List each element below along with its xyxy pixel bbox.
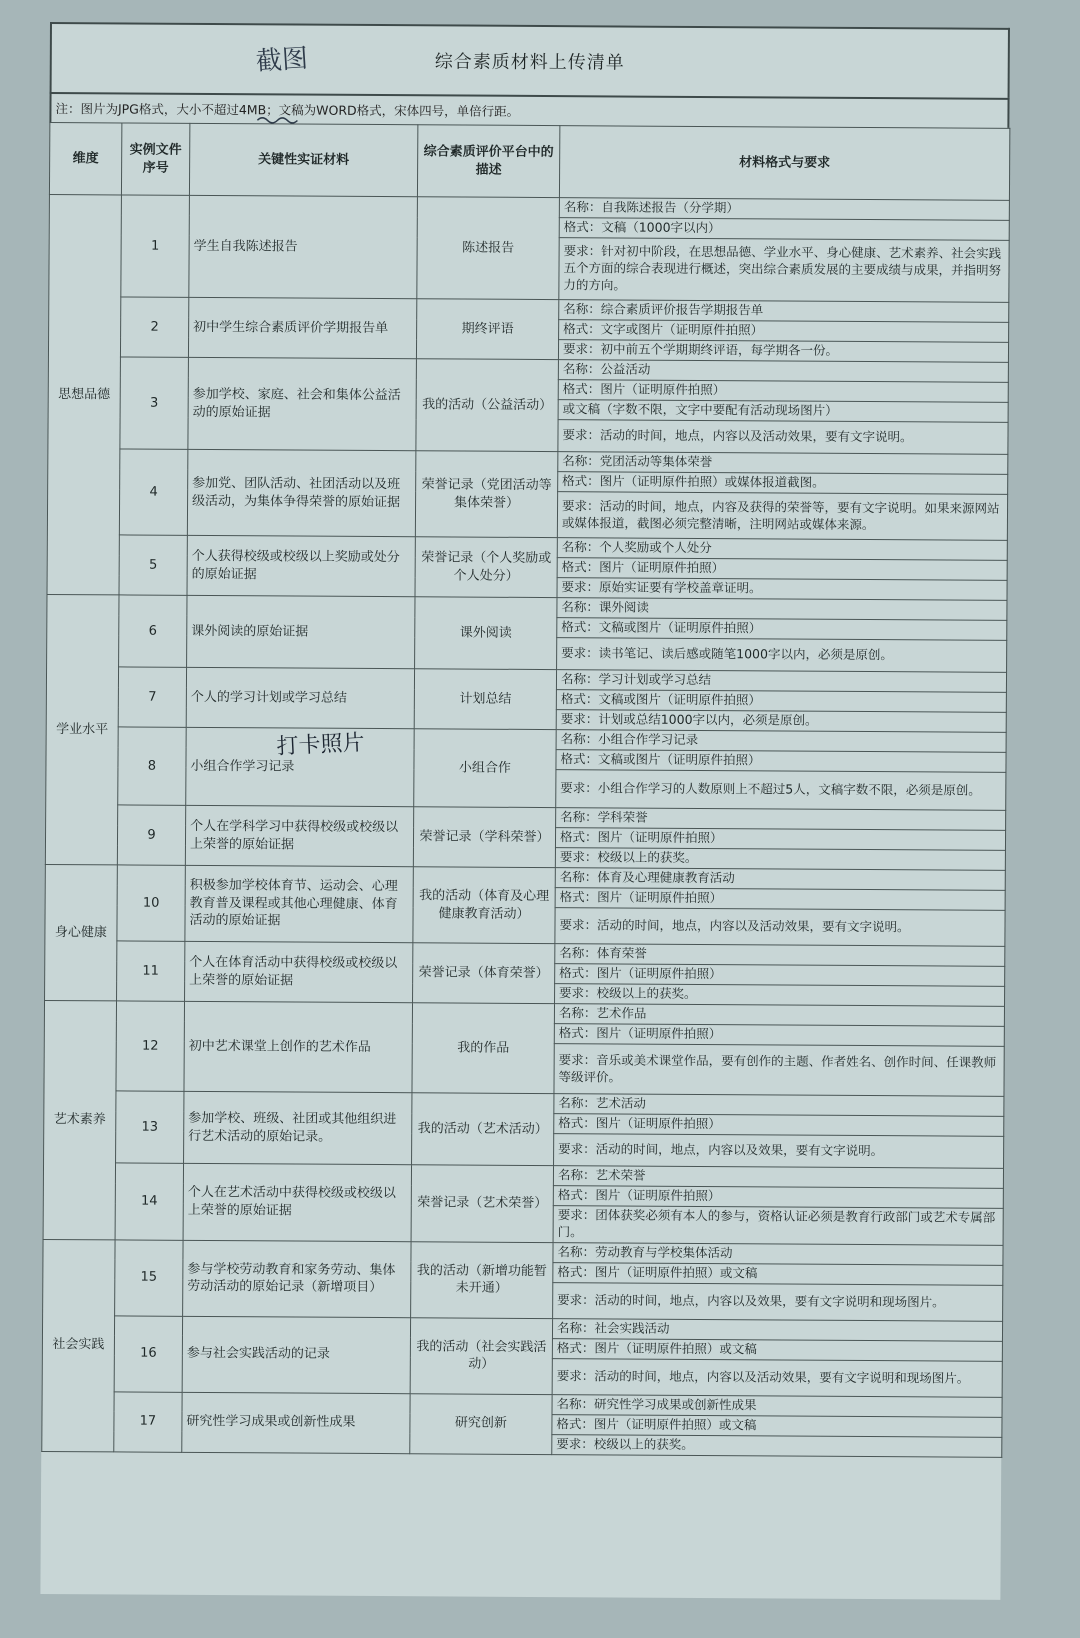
dimension-cell: 身心健康 bbox=[45, 864, 118, 1000]
requirement-cell: 名称：公益活动 bbox=[558, 360, 1008, 383]
requirement-cell: 格式：图片（证明原件拍照） bbox=[555, 828, 1005, 851]
key-evidence-cell bbox=[186, 727, 414, 806]
requirement-cell: 格式：图片（证明原件拍照） bbox=[554, 1024, 1004, 1047]
requirement-cell: 名称：学科荣誉 bbox=[556, 808, 1006, 831]
requirement-cell: 格式：文稿或图片（证明原件拍照） bbox=[557, 618, 1007, 641]
file-seq-cell: 8 bbox=[118, 727, 186, 805]
requirement-cell: 要求：校级以上的获奖。 bbox=[555, 848, 1005, 871]
requirement-cell: 格式：图片（证明原件拍照） bbox=[555, 964, 1005, 987]
file-seq-cell: 5 bbox=[119, 535, 187, 595]
file-seq-cell: 15 bbox=[115, 1240, 183, 1316]
file-seq-cell: 2 bbox=[120, 297, 188, 357]
requirement-cell: 格式：图片（证明原件拍照） bbox=[558, 380, 1008, 403]
column-header: 实例文件序号 bbox=[121, 123, 189, 195]
requirement-cell: 名称：体育荣誉 bbox=[555, 944, 1005, 967]
key-evidence-cell: 研究性学习成果或创新性成果 bbox=[182, 1392, 410, 1453]
requirement-cell: 要求：活动的时间，地点，内容以及效果，要有文字说明和现场图片。 bbox=[553, 1282, 1003, 1321]
platform-desc-cell: 我的活动（新增功能暂未开通） bbox=[411, 1241, 553, 1318]
dimension-cell: 学业水平 bbox=[45, 594, 119, 864]
platform-desc-cell: 荣誉记录（艺术荣誉） bbox=[411, 1165, 553, 1243]
file-seq-cell: 13 bbox=[116, 1091, 184, 1163]
platform-desc-cell: 荣誉记录（体育荣誉） bbox=[413, 943, 555, 1004]
dimension-cell: 思想品德 bbox=[47, 194, 121, 594]
requirement-cell: 名称：学习计划或学习总结 bbox=[556, 670, 1006, 693]
requirement-cell: 格式：图片（证明原件拍照）或文稿 bbox=[552, 1338, 1002, 1361]
key-evidence-cell: 个人在体育活动中获得校级或校级以上荣誉的原始证据 bbox=[185, 941, 413, 1002]
key-evidence-cell: 初中学生综合素质评价学期报告单 bbox=[188, 297, 416, 358]
requirement-cell: 名称：党团活动等集体荣誉 bbox=[558, 452, 1008, 475]
requirement-cell: 格式：文稿或图片（证明原件拍照） bbox=[556, 750, 1006, 773]
requirement-cell: 要求：校级以上的获奖。 bbox=[555, 984, 1005, 1007]
key-evidence-cell: 个人的学习计划或学习总结 bbox=[186, 667, 414, 728]
requirement-cell: 格式：文稿或图片（证明原件拍照） bbox=[556, 690, 1006, 713]
requirement-cell: 名称：课外阅读 bbox=[557, 598, 1007, 621]
materials-table bbox=[41, 122, 1010, 1458]
dimension-cell: 艺术素养 bbox=[43, 1000, 116, 1239]
dimension-cell: 社会实践 bbox=[42, 1239, 115, 1451]
requirement-cell: 格式：文字或图片（证明原件拍照） bbox=[559, 320, 1009, 343]
requirement-cell: 要求：活动的时间，地点，内容以及活动效果，要有文字说明和现场图片。 bbox=[552, 1358, 1002, 1397]
requirement-cell: 要求：音乐或美术课堂作品，要有创作的主题、作者姓名、创作时间、任课教师等级评价。 bbox=[554, 1044, 1004, 1097]
file-seq-cell: 10 bbox=[117, 865, 185, 941]
document-sheet bbox=[40, 22, 1010, 1600]
key-evidence-cell: 课外阅读的原始证据 bbox=[187, 595, 415, 668]
key-evidence-cell: 个人在学科学习中获得校级或校级以上荣誉的原始证据 bbox=[185, 805, 413, 866]
requirement-cell: 要求：活动的时间，地点，内容及获得的荣誉等，要有文字说明。如果来源网站或媒体报道，截图必须完整清晰，注明网站或媒体来源。 bbox=[557, 492, 1007, 541]
requirement-cell: 格式：图片（证明原件拍照）或媒体报道截图。 bbox=[558, 472, 1008, 495]
requirement-cell: 要求：读书笔记、读后感或随笔1000字以内，必须是原创。 bbox=[557, 638, 1007, 673]
handwritten-annotation: 打卡照片 bbox=[276, 730, 366, 760]
file-seq-cell: 16 bbox=[114, 1316, 182, 1392]
handwritten-mark: 截图 bbox=[255, 43, 309, 78]
requirement-cell: 名称：个人奖励或个人处分 bbox=[557, 538, 1007, 561]
platform-desc-cell: 课外阅读 bbox=[415, 597, 557, 670]
file-seq-cell: 17 bbox=[114, 1392, 182, 1452]
requirement-cell: 或文稿（字数不限，文字中要配有活动现场图片） bbox=[558, 400, 1008, 423]
requirement-cell: 名称：研究性学习成果或创新性成果 bbox=[552, 1394, 1002, 1417]
requirement-cell: 名称：艺术作品 bbox=[554, 1004, 1004, 1027]
platform-desc-cell: 我的作品 bbox=[412, 1003, 555, 1094]
file-seq-cell: 6 bbox=[119, 595, 187, 667]
file-seq-cell: 3 bbox=[120, 357, 189, 449]
key-evidence-cell: 积极参加学校体育节、运动会、心理教育普及课程或其他心理健康、体育活动的原始证据 bbox=[185, 865, 413, 942]
file-seq-cell: 9 bbox=[117, 805, 185, 865]
requirement-cell: 要求：初中前五个学期期终评语，每学期各一份。 bbox=[558, 340, 1008, 363]
note-row bbox=[49, 92, 1009, 128]
file-seq-cell: 7 bbox=[118, 667, 186, 727]
requirement-cell: 名称：综合素质评价报告学期报告单 bbox=[559, 300, 1009, 323]
key-evidence-text: 小组合作学习记录 bbox=[190, 758, 295, 775]
requirement-cell: 要求：小组合作学习的人数原则上不超过5人，文稿字数不限，必须是原创。 bbox=[556, 770, 1006, 811]
file-seq-cell: 14 bbox=[115, 1163, 183, 1240]
requirement-cell: 要求：校级以上的获奖。 bbox=[552, 1434, 1002, 1457]
file-seq-cell: 4 bbox=[119, 449, 188, 535]
page-title: 综合素质材料上传清单 bbox=[434, 51, 625, 74]
requirement-cell: 格式：文稿（1000字以内） bbox=[559, 218, 1009, 241]
key-evidence-cell: 参加学校、家庭、社会和集体公益活动的原始证据 bbox=[188, 357, 417, 450]
key-evidence-cell: 参加学校、班级、社团或其他组织进行艺术活动的原始记录。 bbox=[184, 1091, 412, 1164]
requirement-cell: 格式：图片（证明原件拍照） bbox=[554, 1114, 1004, 1137]
platform-desc-cell: 期终评语 bbox=[416, 299, 558, 360]
platform-desc-cell: 荣誉记录（学科荣誉） bbox=[413, 807, 555, 868]
column-header: 关键性实证材料 bbox=[189, 123, 417, 196]
platform-desc-cell: 小组合作 bbox=[414, 729, 556, 808]
key-evidence-cell: 个人获得校级或校级以上奖励或处分的原始证据 bbox=[187, 535, 415, 596]
requirement-cell: 格式：图片（证明原件拍照）或文稿 bbox=[552, 1414, 1002, 1437]
requirement-cell: 格式：图片（证明原件拍照） bbox=[553, 1186, 1003, 1209]
requirement-cell: 要求：活动的时间，地点，内容以及活动效果，要有文字说明。 bbox=[558, 420, 1008, 455]
requirement-cell: 格式：图片（证明原件拍照）或文稿 bbox=[553, 1262, 1003, 1285]
platform-desc-cell: 我的活动（体育及心理健康教育活动） bbox=[413, 867, 555, 944]
title-row bbox=[50, 22, 1010, 98]
requirement-cell: 要求：针对初中阶段，在思想品德、学业水平、身心健康、艺术素养、社会实践五个方面的综合表现进行概述，突出综合素质发展的主要成绩与成果，并指明努力的方向。 bbox=[559, 238, 1009, 303]
platform-desc-cell: 我的活动（社会实践活动） bbox=[410, 1317, 552, 1394]
column-header: 维度 bbox=[49, 123, 121, 195]
requirement-cell: 要求：计划或总结1000字以内，必须是原创。 bbox=[556, 710, 1006, 733]
key-evidence-cell: 参加党、团队活动、社团活动以及班级活动，为集体争得荣誉的原始证据 bbox=[187, 449, 416, 536]
requirement-cell: 名称：劳动教育与学校集体活动 bbox=[553, 1242, 1003, 1265]
platform-desc-cell: 计划总结 bbox=[414, 669, 556, 730]
key-evidence-cell: 个人在艺术活动中获得校级或校级以上荣誉的原始证据 bbox=[183, 1163, 411, 1241]
requirement-cell: 格式：图片（证明原件拍照） bbox=[555, 888, 1005, 911]
key-evidence-cell: 参与学校劳动教育和家务劳动、集体劳动活动的原始记录（新增项目） bbox=[183, 1240, 411, 1317]
column-header: 综合素质评价平台中的描述 bbox=[417, 125, 559, 198]
requirement-cell: 格式：图片（证明原件拍照） bbox=[557, 558, 1007, 581]
requirement-cell: 名称：艺术荣誉 bbox=[553, 1166, 1003, 1189]
table-header-row bbox=[49, 123, 1009, 201]
column-header: 材料格式与要求 bbox=[559, 126, 1009, 201]
requirement-cell: 要求：活动的时间，地点，内容以及效果，要有文字说明。 bbox=[554, 1134, 1004, 1169]
format-note: 注：图片为JPG格式，大小不超过4MB；文稿为WORD格式，宋体四号，单倍行距。 bbox=[55, 101, 520, 119]
requirement-cell: 名称：社会实践活动 bbox=[552, 1318, 1002, 1341]
platform-desc-cell: 我的活动（公益活动） bbox=[416, 359, 559, 452]
requirement-cell: 名称：体育及心理健康教育活动 bbox=[555, 868, 1005, 891]
requirement-cell: 名称：自我陈述报告（分学期） bbox=[559, 198, 1009, 221]
key-evidence-cell: 初中艺术课堂上创作的艺术作品 bbox=[184, 1001, 413, 1092]
requirement-cell: 要求：活动的时间，地点，内容以及活动效果，要有文字说明。 bbox=[555, 908, 1005, 947]
file-seq-cell: 11 bbox=[117, 941, 185, 1001]
key-evidence-cell: 学生自我陈述报告 bbox=[189, 195, 418, 298]
requirement-cell: 名称：小组合作学习记录 bbox=[556, 730, 1006, 753]
file-seq-cell: 12 bbox=[116, 1001, 185, 1091]
key-evidence-cell: 参与社会实践活动的记录 bbox=[182, 1316, 410, 1393]
requirement-cell: 名称：艺术活动 bbox=[554, 1094, 1004, 1117]
platform-desc-cell: 陈述报告 bbox=[417, 197, 560, 300]
file-seq-cell: 1 bbox=[121, 195, 190, 297]
platform-desc-cell: 我的活动（艺术活动） bbox=[412, 1093, 554, 1166]
requirement-cell: 要求：团体获奖必须有本人的参与，资格认证必须是教育行政部门或艺术专属部门。 bbox=[553, 1206, 1003, 1245]
platform-desc-cell: 荣誉记录（党团活动等集体荣誉） bbox=[415, 451, 558, 538]
squiggle-underline-icon bbox=[256, 115, 300, 125]
requirement-cell: 要求：原始实证要有学校盖章证明。 bbox=[557, 578, 1007, 601]
platform-desc-cell: 荣誉记录（个人奖励或个人处分） bbox=[415, 537, 557, 598]
platform-desc-cell: 研究创新 bbox=[410, 1393, 552, 1454]
